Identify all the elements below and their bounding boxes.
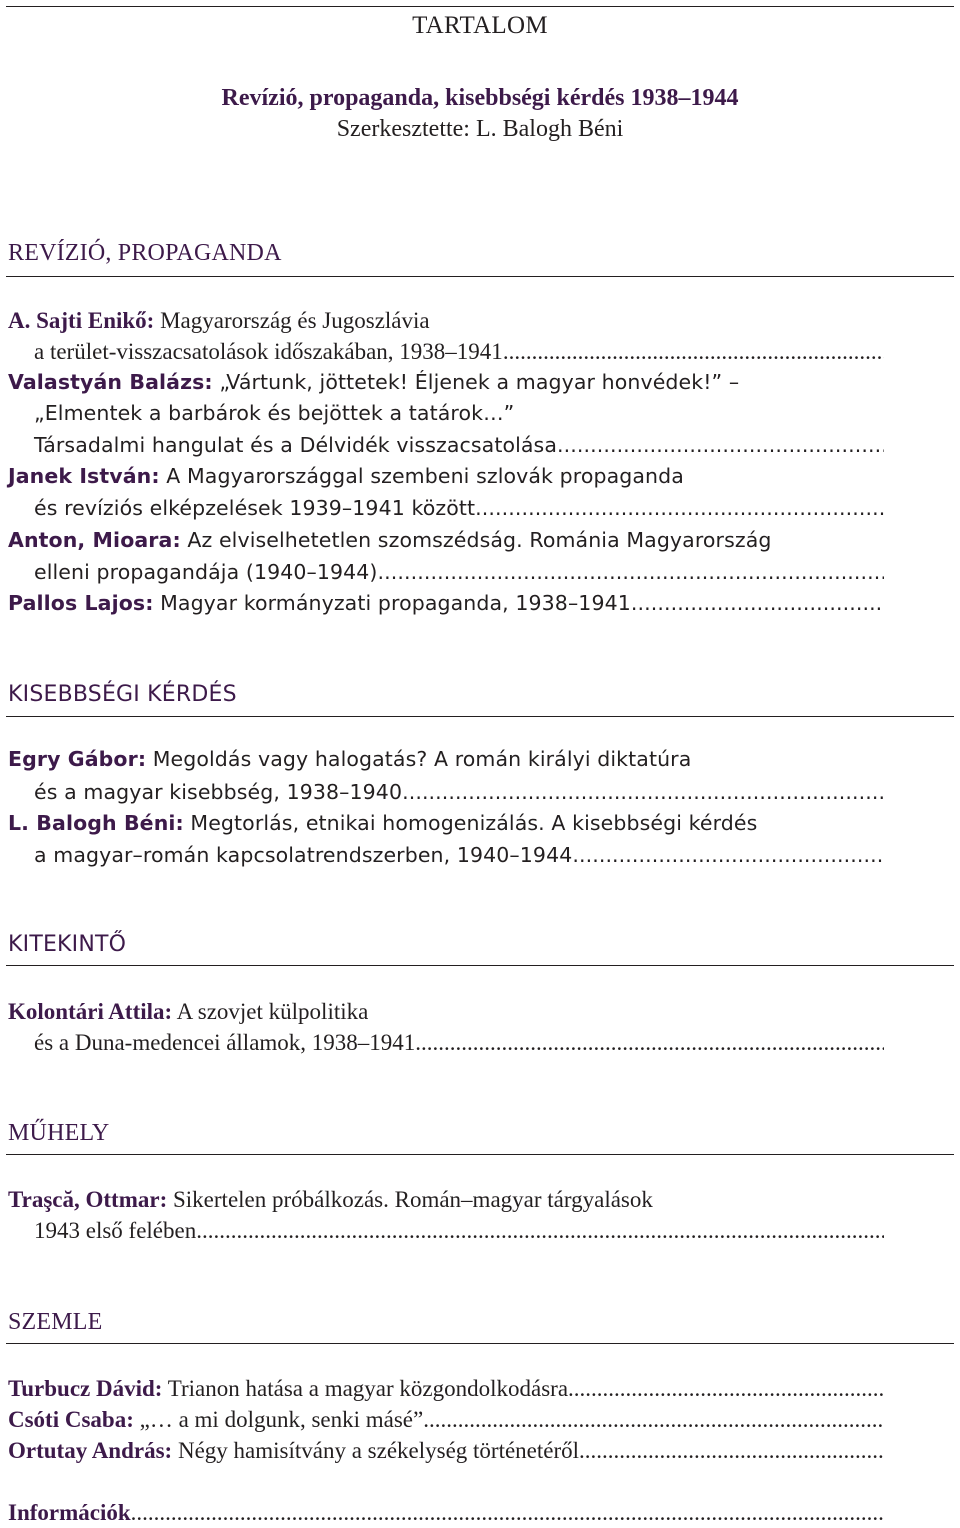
dot-leader [631, 588, 884, 619]
section-rule [6, 276, 954, 277]
section-heading-muhely: MŰHELY [8, 1120, 110, 1146]
dot-leader [557, 430, 884, 461]
toc-author: Csóti Csaba: [8, 1407, 134, 1432]
toc-author: Janek István: [8, 464, 160, 488]
dot-leader [415, 1027, 884, 1058]
toc-author: Egry Gábor: [8, 747, 147, 771]
toc-entry-line [34, 493, 884, 524]
toc-title: Sikertelen próbálkozás. Román–magyar tárgyalások [167, 1187, 653, 1212]
section-rule [6, 716, 954, 717]
issue-title: Revízió, propaganda, kisebbségi kérdés 1938–1944 [221, 85, 739, 111]
toc-author: Ortutay András: [8, 1438, 173, 1463]
dot-leader [579, 1435, 884, 1466]
toc-entry-line [34, 398, 884, 429]
toc-title: Magyar kormányzati propaganda, 1938–1941 [153, 591, 631, 615]
section-rule [6, 965, 954, 966]
toc-title: Négy hamisítvány a székelység történetéről [172, 1438, 580, 1463]
toc-title: „Elmentek a barbárok és bejöttek a tatárok…” [34, 401, 515, 425]
toc-title: és a magyar kisebbség, 1938–1940 [34, 780, 403, 804]
dot-leader [503, 336, 884, 367]
section-heading-szemle: SZEMLE [8, 1309, 103, 1335]
toc-author: Turbucz Dávid: [8, 1376, 163, 1401]
issue-editor: Szerkesztette: L. Balogh Béni [336, 116, 624, 142]
section-heading-kitekinto: KITEKINTŐ [8, 932, 127, 957]
toc-entry-line [8, 1373, 884, 1404]
toc-entry-line [8, 1184, 884, 1215]
toc-entry-line [34, 430, 884, 461]
toc-title: és revíziós elképzelések 1939–1941 között [34, 496, 476, 520]
top-rule [6, 6, 954, 7]
dot-leader [378, 557, 884, 588]
toc-title: a magyar–román kapcsolatrendszerben, 1940–1944 [34, 843, 573, 867]
toc-entry-line [8, 461, 884, 492]
toc-title: Trianon hatása a magyar közgondolkodásra [162, 1376, 569, 1401]
toc-author: Traşcă, Ottmar: [8, 1187, 168, 1212]
section-heading-kisebbsegi: KISEBBSÉGI KÉRDÉS [8, 682, 237, 707]
toc-entry-line [8, 525, 884, 556]
toc-title: „Vártunk, jöttetek! Éljenek a magyar honvédek!” – [212, 370, 740, 394]
dot-leader [402, 777, 884, 808]
toc-author: Pallos Lajos: [8, 591, 154, 615]
toc-entry-line [8, 996, 884, 1027]
toc-entry-line [34, 777, 884, 808]
toc-author: Anton, Mioara: [8, 528, 181, 552]
toc-entry-line [8, 588, 884, 619]
section-heading-revizio: REVÍZIÓ, PROPAGANDA [8, 240, 282, 266]
toc-title: „… a mi dolgunk, senki másé” [133, 1407, 424, 1432]
toc-title: 1943 első felében [34, 1218, 197, 1243]
toc-entry-line [8, 808, 884, 839]
toc-author: Valastyán Balázs: [8, 370, 213, 394]
toc-title: Az elviselhetetlen szomszédság. Románia Magyarország [180, 528, 772, 552]
toc-title: A Magyarországgal szembeni szlovák propaganda [159, 464, 684, 488]
toc-entry-line [34, 336, 884, 367]
dot-leader [423, 1404, 884, 1435]
toc-author: A. Sajti Enikő: [8, 308, 155, 333]
toc-author: L. Balogh Béni: [8, 811, 184, 835]
toc-title: Megtorlás, etnikai homogenizálás. A kisebbségi kérdés [183, 811, 758, 835]
toc-title: Társadalmi hangulat és a Délvidék visszacsatolása [34, 433, 558, 457]
toc-entry-line [34, 557, 884, 588]
dot-leader [568, 1373, 884, 1404]
toc-entry-line [8, 744, 884, 775]
dot-leader [196, 1215, 884, 1246]
page-title: TARTALOM [412, 12, 548, 39]
toc-title: elleni propagandája (1940–1944) [34, 560, 378, 584]
toc-title: és a Duna-medencei államok, 1938–1941 [34, 1030, 416, 1055]
toc-title: Megoldás vagy halogatás? A román királyi diktatúra [146, 747, 692, 771]
toc-title: A szovjet külpolitika [172, 999, 369, 1024]
toc-entry-line [8, 305, 884, 336]
dot-leader [131, 1497, 884, 1528]
toc-entry-line [8, 367, 884, 398]
dot-leader [572, 840, 884, 871]
toc-author-informaciok: Információk [8, 1500, 131, 1525]
toc-entry-line [34, 1215, 884, 1246]
toc-entry-line [8, 1404, 884, 1435]
section-rule [6, 1154, 954, 1155]
toc-entry-line [34, 840, 884, 871]
toc-entry-line [34, 1027, 884, 1058]
dot-leader [475, 493, 884, 524]
toc-title: Magyarország és Jugoszlávia [154, 308, 430, 333]
toc-entry-line [8, 1497, 884, 1528]
section-rule [6, 1343, 954, 1344]
toc-title: a terület-visszacsatolások időszakában, 1938–1941 [34, 339, 503, 364]
toc-entry-line [8, 1435, 884, 1466]
toc-author: Kolontári Attila: [8, 999, 173, 1024]
